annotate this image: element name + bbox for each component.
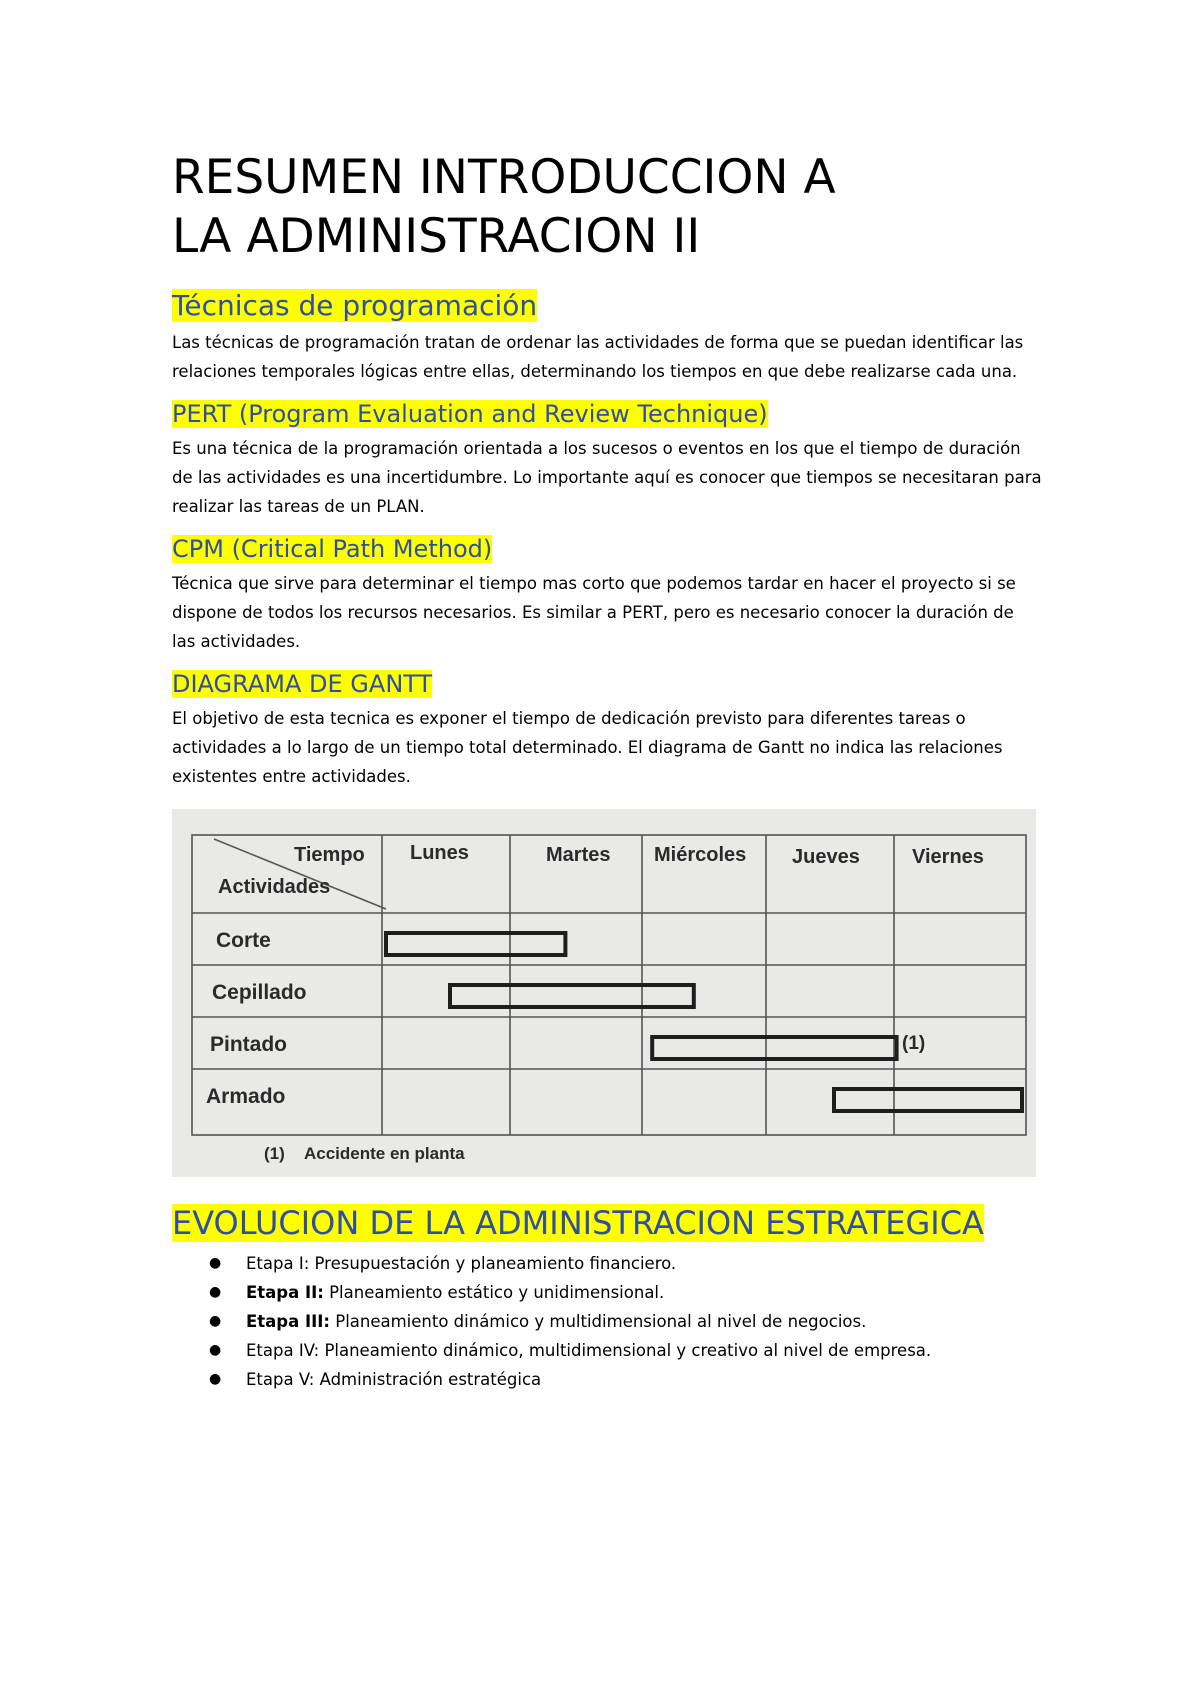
list-item — [209, 1278, 1042, 1307]
gantt-bar-corte — [386, 933, 565, 955]
bullet-icon: ● — [209, 1313, 222, 1329]
gantt-task-label: Armado — [206, 1085, 286, 1108]
heading-gantt-text: DIAGRAMA DE GANTT — [172, 670, 433, 698]
gantt-diagram-image — [172, 809, 1036, 1177]
etapa-label: Etapa IV: — [246, 1341, 320, 1360]
gantt-day-label: Lunes — [410, 842, 469, 864]
etapa-label: Etapa II: — [246, 1283, 324, 1302]
heading-pert — [172, 398, 1042, 430]
gantt-bar-pintado — [652, 1037, 896, 1059]
title-line-2: LA ADMINISTRACION II — [172, 209, 701, 264]
etapa-text: Planeamiento estático y unidimensional. — [323, 1283, 665, 1302]
gantt-day-label: Martes — [546, 844, 611, 866]
etapa-text: Planeamiento dinámico, multidimensional y creativo al nivel de empresa. — [319, 1341, 932, 1360]
gantt-footnote-text: Accidente en planta — [304, 1144, 465, 1163]
list-item — [209, 1365, 1042, 1394]
gantt-task-label: Pintado — [210, 1033, 287, 1056]
heading-evolucion-text: EVOLUCION DE LA ADMINISTRACION ESTRATEGICA — [172, 1204, 984, 1242]
list-item — [209, 1336, 1042, 1365]
etapa-label: Etapa III: — [246, 1312, 330, 1331]
document-page — [172, 148, 1042, 1394]
etapa-text: Administración estratégica — [314, 1370, 542, 1389]
heading-gantt — [172, 668, 1042, 700]
bullet-icon: ● — [209, 1371, 222, 1387]
heading-pert-text: PERT (Program Evaluation and Review Technique) — [172, 400, 768, 428]
gantt-note-marker: (1) — [902, 1033, 926, 1054]
paragraph-tecnicas: Las técnicas de programación tratan de ordenar las actividades de forma que se puedan identificar las relaciones temporales lógicas entre ellas, determinando los tiempos en que debe realizarse cada una. — [172, 333, 1024, 381]
heading-tecnicas-text: Técnicas de programación — [172, 289, 538, 322]
gantt-bar-cepillado — [450, 985, 694, 1007]
heading-evolucion — [172, 1203, 1042, 1243]
gantt-footnote-marker: (1) — [264, 1144, 285, 1163]
gantt-task-label: Cepillado — [212, 981, 307, 1004]
heading-tecnicas — [172, 288, 1042, 324]
gantt-corner-time: Tiempo — [294, 844, 365, 866]
title-line-1: RESUMEN INTRODUCCION A — [172, 150, 836, 205]
etapa-text: Planeamiento dinámico y multidimensional al nivel de negocios. — [330, 1312, 867, 1331]
gantt-day-label: Viernes — [912, 846, 984, 868]
paragraph-pert: Es una técnica de la programación orientada a los sucesos o eventos en los que el tiempo de duración de las actividades es una incertidumbre. Lo importante aquí es conocer que tiempos se necesitaran para realizar las tareas de un PLAN. — [172, 439, 1042, 516]
gantt-task-label: Corte — [216, 929, 271, 952]
gantt-day-label: Jueves — [792, 846, 860, 868]
paragraph-cpm: Técnica que sirve para determinar el tiempo mas corto que podemos tardar en hacer el proyecto si se dispone de todos los recursos necesarios. Es similar a PERT, pero es necesario conocer la duración de las actividades. — [172, 574, 1016, 651]
gantt-diagram — [172, 809, 1036, 1177]
list-item — [209, 1307, 1042, 1336]
heading-cpm-text: CPM (Critical Path Method) — [172, 535, 493, 563]
etapa-label: Etapa V: — [246, 1370, 315, 1389]
gantt-day-label: Miércoles — [654, 844, 747, 866]
etapa-label: Etapa I: — [246, 1254, 310, 1273]
bullet-icon: ● — [209, 1255, 222, 1271]
etapas-list — [172, 1249, 1042, 1394]
document-title — [172, 148, 1042, 266]
list-item — [209, 1249, 1042, 1278]
bullet-icon: ● — [209, 1284, 222, 1300]
gantt-corner-activities: Actividades — [218, 876, 331, 898]
bullet-icon: ● — [209, 1342, 222, 1358]
gantt-bar-armado — [834, 1089, 1022, 1111]
heading-cpm — [172, 533, 1042, 565]
etapa-text: Presupuestación y planeamiento financiero. — [309, 1254, 677, 1273]
paragraph-gantt: El objetivo de esta tecnica es exponer el tiempo de dedicación previsto para diferentes tareas o actividades a lo largo de un tiempo total determinado. El diagrama de Gantt no indica las relaciones existentes entre actividades. — [172, 709, 1003, 786]
